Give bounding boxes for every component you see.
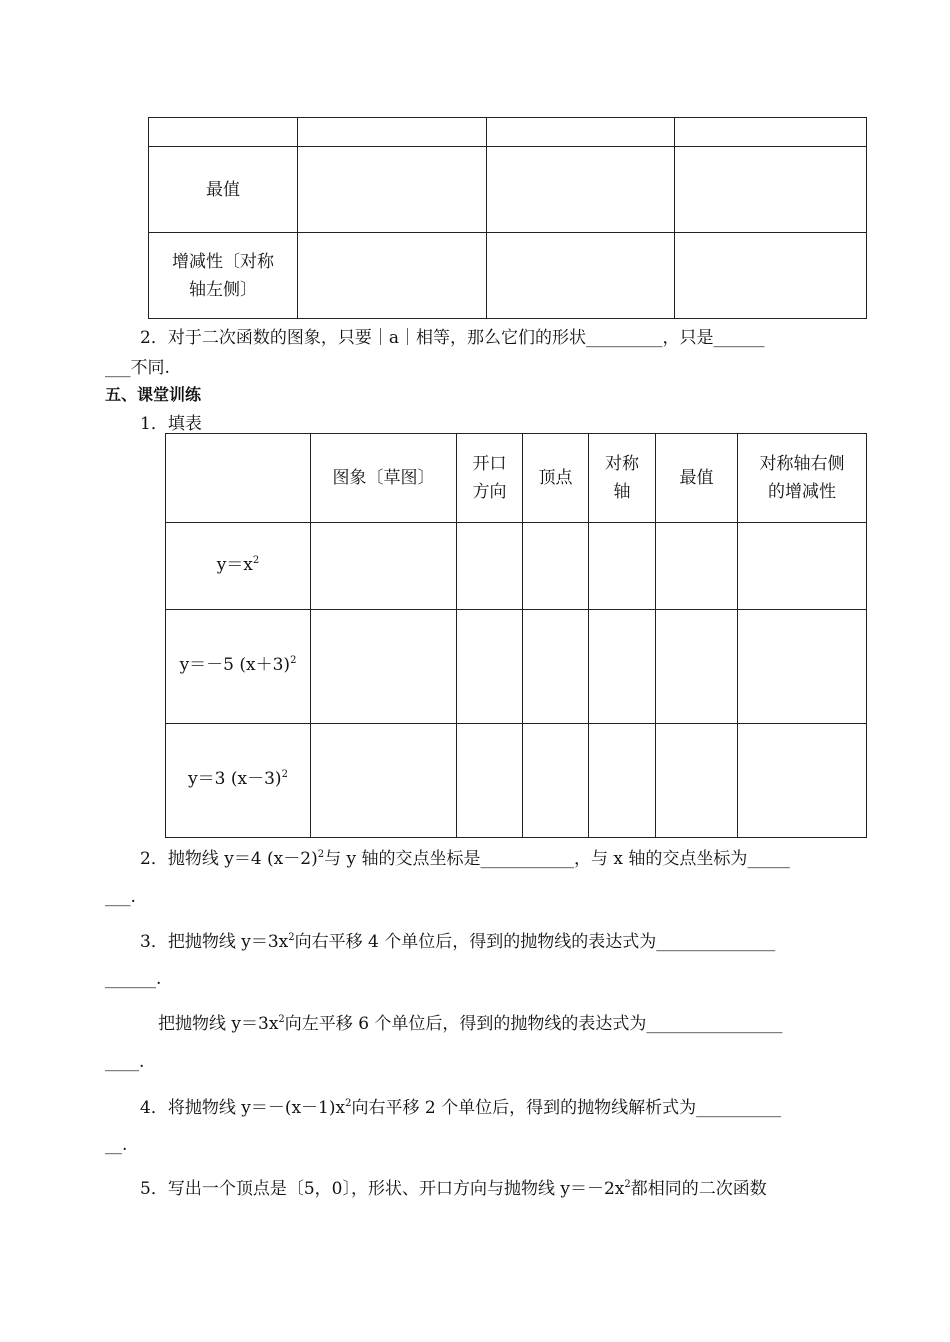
table-cell (523, 610, 589, 724)
table-cell (738, 724, 867, 838)
question-3-line-4: ____. (105, 1052, 145, 1072)
table-cell (487, 233, 675, 319)
table-cell (675, 118, 867, 147)
q5-text-a: 5．写出一个顶点是〔5，0〕，形状、开口方向与抛物线 y＝－2x (140, 1179, 625, 1199)
q3-text-b: 向右平移 4 个单位后，得到的抛物线的表达式为______________ (294, 932, 776, 952)
table-cell (523, 523, 589, 610)
paragraph-2-line-1: 2．对于二次函数的图象，只要｜a｜相等，那么它们的形状_________，只是______ (140, 328, 765, 348)
table-cell (738, 523, 867, 610)
table-2 (165, 433, 867, 838)
row-label-text: 增减性〔对称轴左侧〕 (172, 251, 274, 300)
table-cell (656, 523, 738, 610)
exponent: 2 (278, 1014, 285, 1025)
question-4-line-1 (140, 1093, 781, 1118)
exponent: 2 (288, 932, 295, 943)
table-header-row (166, 434, 867, 523)
table-row (166, 610, 867, 724)
table-cell (675, 233, 867, 319)
exponent: 2 (290, 655, 297, 666)
table-cell (589, 523, 656, 610)
question-4-line-2: __. (105, 1135, 128, 1155)
table-cell (311, 724, 457, 838)
table-cell (298, 233, 487, 319)
exponent: 2 (281, 769, 288, 780)
function-label: y＝3 (x－3) (188, 769, 282, 789)
q4-text-b: 向右平移 2 个单位后，得到的抛物线解析式为__________ (351, 1098, 782, 1118)
question-3-line-2: ______. (105, 969, 162, 989)
table-cell (457, 724, 523, 838)
q5-text-b: 都相同的二次函数 (630, 1179, 767, 1199)
exponent: 2 (624, 1179, 631, 1190)
table-cell (311, 610, 457, 724)
header-cell (166, 434, 311, 523)
table-row (149, 147, 867, 233)
question-2-line-2: ___. (105, 887, 136, 907)
q2-text-a: 2．抛物线 y＝4 (x－2) (140, 849, 318, 869)
function-cell (166, 523, 311, 610)
exponent: 2 (317, 849, 325, 860)
table-cell (656, 724, 738, 838)
question-5-line-1 (140, 1174, 767, 1199)
table-cell (457, 610, 523, 724)
row-label (149, 233, 298, 319)
header-cell: 图象〔草图〕 (311, 434, 457, 523)
section-heading: 五、课堂训练 (105, 385, 202, 404)
function-cell (166, 610, 311, 724)
table-cell (311, 523, 457, 610)
question-3-line-3 (158, 1009, 782, 1034)
question-1-label: 1．填表 (140, 414, 202, 434)
question-2-line-1 (140, 844, 790, 869)
paragraph-2-line-2: ___不同. (105, 358, 170, 378)
table-cell (589, 724, 656, 838)
header-cell: 顶点 (523, 434, 589, 523)
table-cell (487, 118, 675, 147)
q4-text-a: 4．将抛物线 y＝－(x－1)x (140, 1098, 346, 1118)
table-cell (589, 610, 656, 724)
header-cell: 对称轴右侧的增减性 (738, 434, 867, 523)
table-cell (298, 118, 487, 147)
q3-text-d: 向左平移 6 个单位后，得到的抛物线的表达式为________________ (284, 1014, 783, 1034)
question-3-line-1 (140, 927, 775, 952)
q3-text-c: 把抛物线 y＝3x (158, 1014, 279, 1034)
function-label: y＝－5 (x＋3) (179, 655, 291, 675)
table-cell (523, 724, 589, 838)
table-cell (487, 147, 675, 233)
exponent: 2 (345, 1098, 352, 1109)
q2-text-b: 与 y 轴的交点坐标是___________，与 x 轴的交点坐标为_____ (324, 849, 790, 869)
table-row (149, 233, 867, 319)
table-cell (656, 610, 738, 724)
table-row (166, 724, 867, 838)
table-cell (738, 610, 867, 724)
table-1 (148, 117, 867, 319)
table-cell (149, 118, 298, 147)
function-cell (166, 724, 311, 838)
header-cell: 最值 (656, 434, 738, 523)
q3-text-a: 3．把抛物线 y＝3x (140, 932, 289, 952)
function-label: y＝x (216, 554, 253, 575)
row-label: 最值 (149, 147, 298, 233)
header-cell: 对称轴 (589, 434, 656, 523)
table-cell (298, 147, 487, 233)
table-row (166, 523, 867, 610)
table-row (149, 118, 867, 147)
exponent: 2 (252, 554, 260, 566)
table-cell (675, 147, 867, 233)
header-cell: 开口方向 (457, 434, 523, 523)
table-cell (457, 523, 523, 610)
